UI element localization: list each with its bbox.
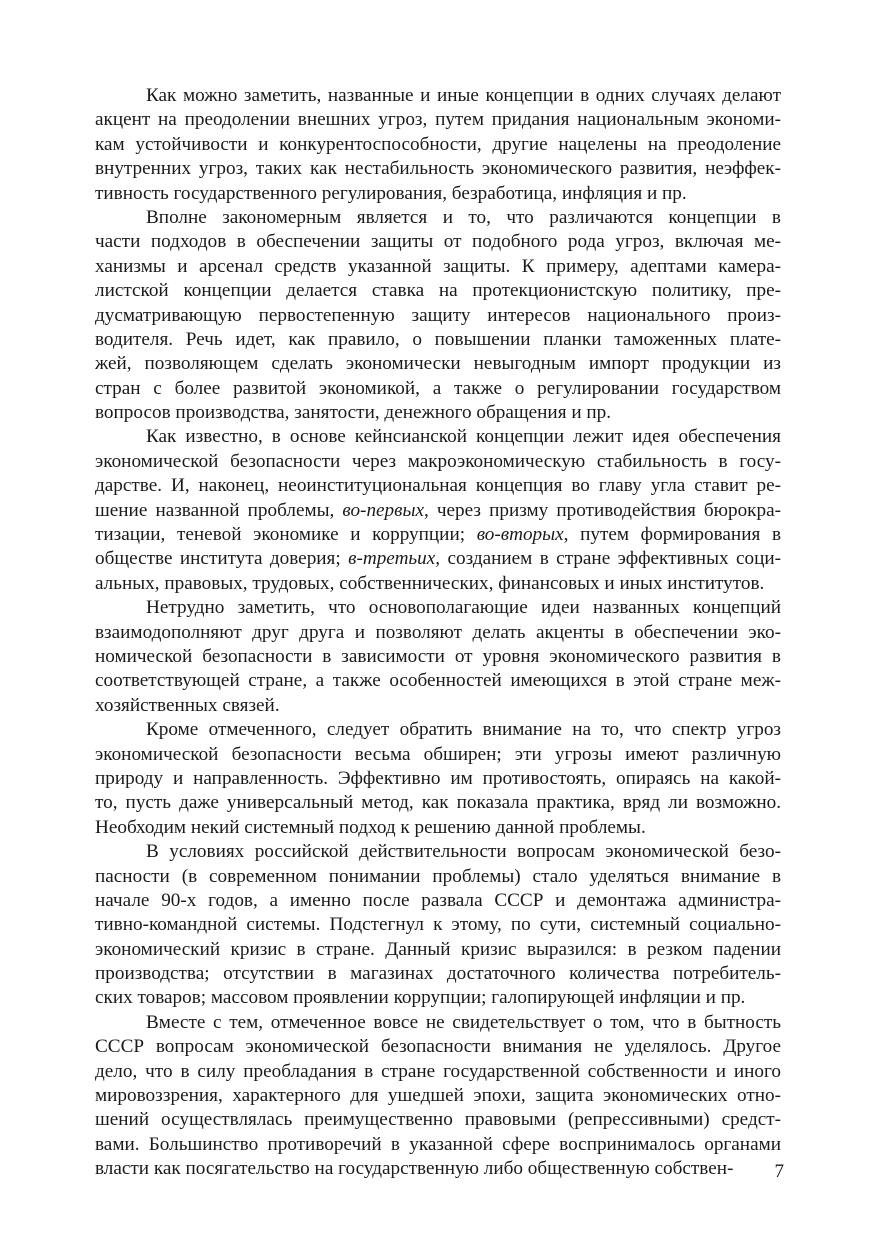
text-line: альных, правовых, трудовых, собственнических, финансовых и иных институтов. xyxy=(95,572,765,594)
text-line: шение названной проблемы, во-первых, через призму противодействия бюрокра- xyxy=(95,499,781,521)
text-line: мировоззрения, характерного для ушедшей эпохи, защита экономических отно- xyxy=(95,1085,781,1107)
text-line: природу и направленность. Эффективно им противостоять, опираясь на какой- xyxy=(95,767,781,789)
text-line: Необходим некий системный подход к решению данной проблемы. xyxy=(95,816,646,838)
text-line: Вполне закономерным является и то, что различаются концепции в xyxy=(146,206,781,228)
text-line: Нетрудно заметить, что основополагающие идеи названных концепций xyxy=(146,597,781,619)
paragraph xyxy=(95,206,781,426)
text-line: производства; отсутствии в магазинах достаточного количества потребитель- xyxy=(95,963,781,985)
text-line: экономической безопасности через макроэкономическую стабильность в госу- xyxy=(95,450,781,472)
text-line: внутренних угроз, таких как нестабильность экономического развития, неэффек- xyxy=(95,158,781,180)
text-line: вопросов производства, занятости, денежного обращения и пр. xyxy=(95,402,612,424)
paragraph xyxy=(95,84,781,206)
text-line: Вместе с тем, отмеченное вовсе не свидетельствует о том, что в бытность xyxy=(146,1011,781,1033)
text-line: стран с более развитой экономикой, а также о регулировании государством xyxy=(95,377,781,399)
text-line: Как известно, в основе кейнсианской концепции лежит идея обеспечения xyxy=(146,426,781,448)
text-line: Как можно заметить, названные и иные концепции в одних случаях делают xyxy=(146,85,781,106)
text-line: кам устойчивости и конкурентоспособности, другие нацелены на преодоление xyxy=(95,133,781,155)
paragraph xyxy=(95,596,781,718)
text-line: начале 90-х годов, а именно после развала СССР и демонтажа администра- xyxy=(95,889,781,911)
text-line: акцент на преодолении внешних угроз, путем придания национальным экономи- xyxy=(95,109,781,131)
text-line: взаимодополняют друг друга и позволяют делать акценты в обеспечении эко- xyxy=(95,621,781,643)
text-line: номической безопасности в зависимости от уровня экономического развития в xyxy=(95,645,781,667)
text-line: тивно-командной системы. Подстегнул к этому, по сути, системный социально- xyxy=(95,914,781,936)
emphasis: во-вторых xyxy=(476,524,564,546)
text-line: экономической безопасности весьма обширен; эти угрозы имеют различную xyxy=(95,743,781,765)
text-line: то, пусть даже универсальный метод, как показала практика, вряд ли возможно. xyxy=(95,792,781,814)
text-line: дело, что в силу преобладания в стране государственной собственности и иного xyxy=(95,1060,781,1082)
text-line: дарстве. И, наконец, неоинституциональная концепция во главу угла ставит ре- xyxy=(95,475,781,497)
emphasis: во-первых xyxy=(342,499,424,521)
text-line: ханизмы и арсенал средств указанной защиты. К примеру, адептами камера- xyxy=(95,255,781,277)
text-line: пасности (в современном понимании проблемы) стало уделяться внимание в xyxy=(95,865,781,887)
emphasis: в-третьих xyxy=(348,548,436,570)
paragraph xyxy=(95,425,781,596)
text-line: СССР вопросам экономической безопасности внимания не уделялось. Другое xyxy=(95,1036,781,1058)
text-line: соответствующей стране, а также особенностей имеющихся в этой стране меж- xyxy=(95,670,781,692)
text-line: водителя. Речь идет, как правило, о повышении планки таможенных плате- xyxy=(95,328,781,350)
text-line: ских товаров; массовом проявлении коррупции; галопирующей инфляции и пр. xyxy=(95,987,746,1009)
text-line: обществе института доверия; в-третьих, созданием в стране эффективных соци- xyxy=(95,548,781,570)
text-line: шений осуществлялась преимущественно правовыми (репрессивными) средст- xyxy=(95,1109,781,1131)
text-line: экономический кризис в стране. Данный кризис выразился: в резком падении xyxy=(95,938,781,960)
paragraph xyxy=(95,840,781,1011)
text-line: дусматривающую первостепенную защиту интересов национального произ- xyxy=(95,304,781,326)
body-text xyxy=(95,84,781,1182)
text-line: хозяйственных связей. xyxy=(95,694,280,716)
text-line: листской концепции делается ставка на протекционистскую политику, пре- xyxy=(95,280,781,302)
text-line: тивность государственного регулирования, безработица, инфляция и пр. xyxy=(95,182,687,204)
page-number: 7 xyxy=(774,1161,784,1182)
text-line: В условиях российской действительности вопросам экономической безо- xyxy=(146,841,781,863)
text-line: части подходов в обеспечении защиты от подобного рода угроз, включая ме- xyxy=(95,231,781,253)
text-line: власти как посягательство на государственную либо общественную собствен- xyxy=(95,1158,734,1180)
paragraph xyxy=(95,1011,781,1182)
paragraph xyxy=(95,718,781,840)
text-line: жей, позволяющем сделать экономически невыгодным импорт продукции из xyxy=(95,353,781,375)
text-line: вами. Большинство противоречий в указанной сфере воспринималось органами xyxy=(95,1133,781,1155)
text-line: Кроме отмеченного, следует обратить внимание на то, что спектр угроз xyxy=(146,719,781,741)
text-line: тизации, теневой экономике и коррупции; во-вторых, путем формирования в xyxy=(95,524,781,546)
